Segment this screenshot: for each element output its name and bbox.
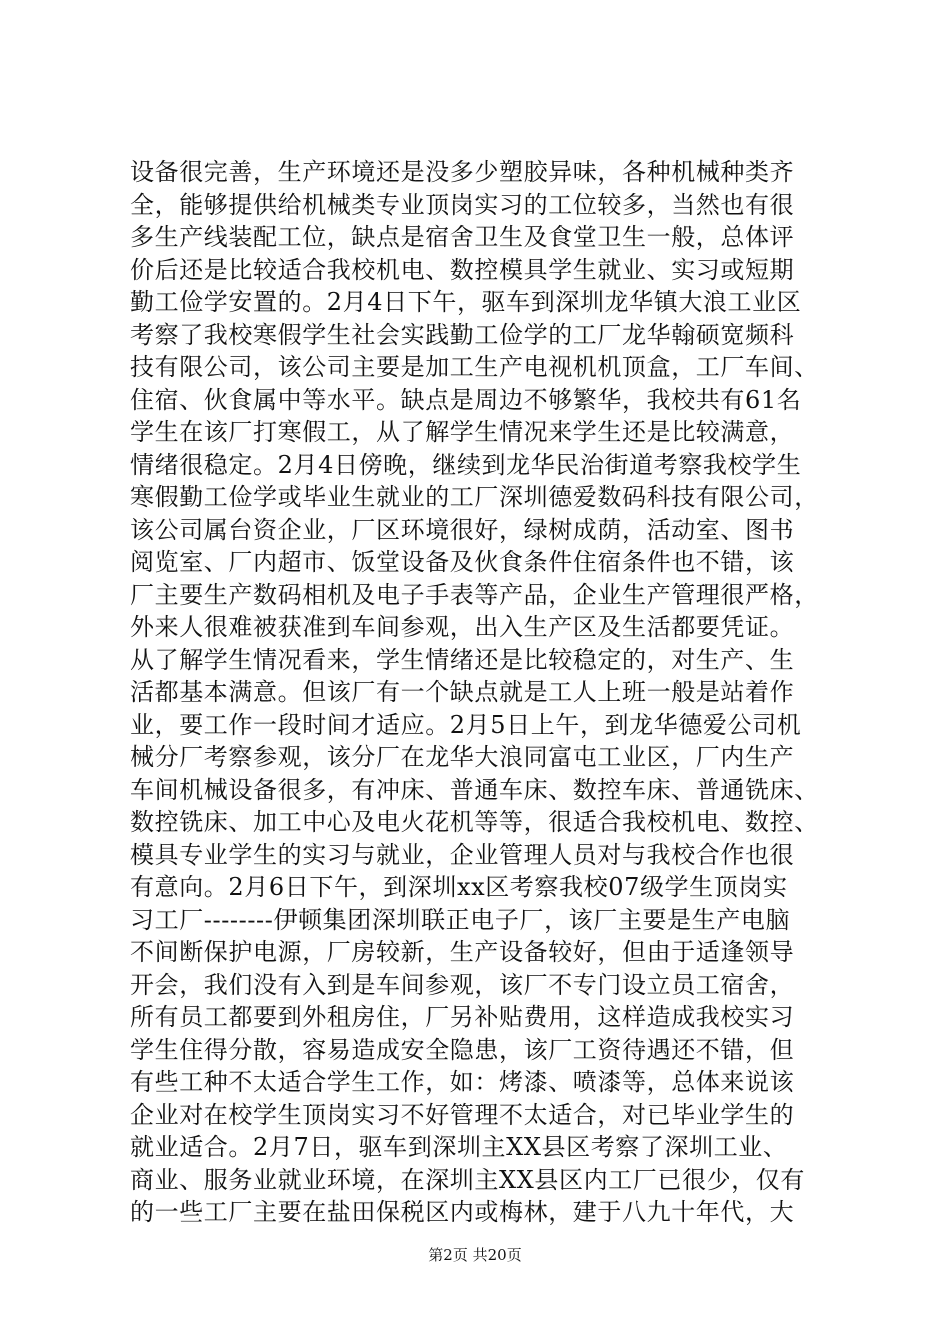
text-line: 不间断保护电源，厂房较新，生产设备较好，但由于适逢领导 <box>130 938 795 966</box>
text-line: 住宿、伙食属中等水平。缺点是周边不够繁华，我校共有61名 <box>130 385 802 414</box>
text-line: 有些工种不太适合学生工作，如：烤漆、喷漆等，总体来说该 <box>130 1068 795 1096</box>
text-line: 活都基本满意。但该厂有一个缺点就是工人上班一般是站着作 <box>130 678 795 706</box>
text-line: 情绪很稳定。2月4日傍晚，继续到龙华民治街道考察我校学生 <box>130 450 802 479</box>
text-line: 的一些工厂主要在盐田保税区内或梅林，建于八九十年代，大 <box>130 1198 795 1226</box>
text-line: 厂主要生产数码相机及电子手表等产品，企业生产管理很严格， <box>130 580 819 609</box>
text-line: 设备很完善，生产环境还是没多少塑胶异味，各种机械种类齐 <box>130 158 795 186</box>
text-line: 技有限公司，该公司主要是加工生产电视机机顶盒，工厂车间、 <box>130 353 819 381</box>
text-line: 从了解学生情况看来，学生情绪还是比较稳定的，对生产、生 <box>130 645 795 674</box>
text-line: 价后还是比较适合我校机电、数控模具学生就业、实习或短期 <box>130 255 795 284</box>
text-line: 勤工俭学安置的。2月4日下午，驱车到深圳龙华镇大浪工业区 <box>130 288 802 316</box>
text-line: 多生产线装配工位，缺点是宿舍卫生及食堂卫生一般，总体评 <box>130 223 795 251</box>
text-line: 习工厂--------伊顿集团深圳联正电子厂，该厂主要是生产电脑 <box>130 905 791 934</box>
text-line: 就业适合。2月7日，驱车到深圳主XX县区考察了深圳工业、 <box>130 1133 788 1161</box>
text-line: 寒假勤工俭学或毕业生就业的工厂深圳德爱数码科技有限公司， <box>130 483 819 511</box>
text-line: 模具专业学生的实习与就业，企业管理人员对与我校合作也很 <box>130 840 795 869</box>
text-line: 学生住得分散，容易造成安全隐患，该厂工资待遇还不错，但 <box>130 1035 795 1064</box>
text-line: 车间机械设备很多，有冲床、普通车床、数控车床、普通铣床、 <box>130 775 819 804</box>
text-line: 有意向。2月6日下午，到深圳xx区考察我校07级学生顶岗实 <box>130 873 788 901</box>
text-line: 械分厂考察参观，该分厂在龙华大浪同富屯工业区，厂内生产 <box>130 743 795 771</box>
text-line: 学生在该厂打寒假工，从了解学生情况来学生还是比较满意， <box>130 418 795 446</box>
text-line: 企业对在校学生顶岗实习不好管理不太适合，对已毕业学生的 <box>130 1100 795 1129</box>
text-line: 开会，我们没有入到是车间参观，该厂不专门设立员工宿舍， <box>130 970 795 999</box>
text-line: 外来人很难被获准到车间参观，出入生产区及生活都要凭证。 <box>130 613 795 641</box>
text-line: 全，能够提供给机械类专业顶岗实习的工位较多，当然也有很 <box>130 190 795 219</box>
text-line: 商业、服务业就业环境，在深圳主XX县区内工厂已很少，仅有 <box>130 1165 805 1194</box>
text-line: 所有员工都要到外租房住，厂另补贴费用，这样造成我校实习 <box>130 1003 795 1031</box>
text-line: 阅览室、厂内超市、饭堂设备及伙食条件住宿条件也不错，该 <box>130 548 795 576</box>
text-line: 考察了我校寒假学生社会实践勤工俭学的工厂龙华翰硕宽频科 <box>130 320 795 349</box>
page-number-footer: 第2页 共20页 <box>428 1246 522 1264</box>
document-body <box>130 156 830 1229</box>
text-line: 业，要工作一段时间才适应。2月5日上午，到龙华德爱公司机 <box>130 710 802 739</box>
text-line: 数控铣床、加工中心及电火花机等等，很适合我校机电、数控、 <box>130 808 819 836</box>
text-line: 该公司属台资企业，厂区环境很好，绿树成荫，活动室、图书 <box>130 515 795 544</box>
